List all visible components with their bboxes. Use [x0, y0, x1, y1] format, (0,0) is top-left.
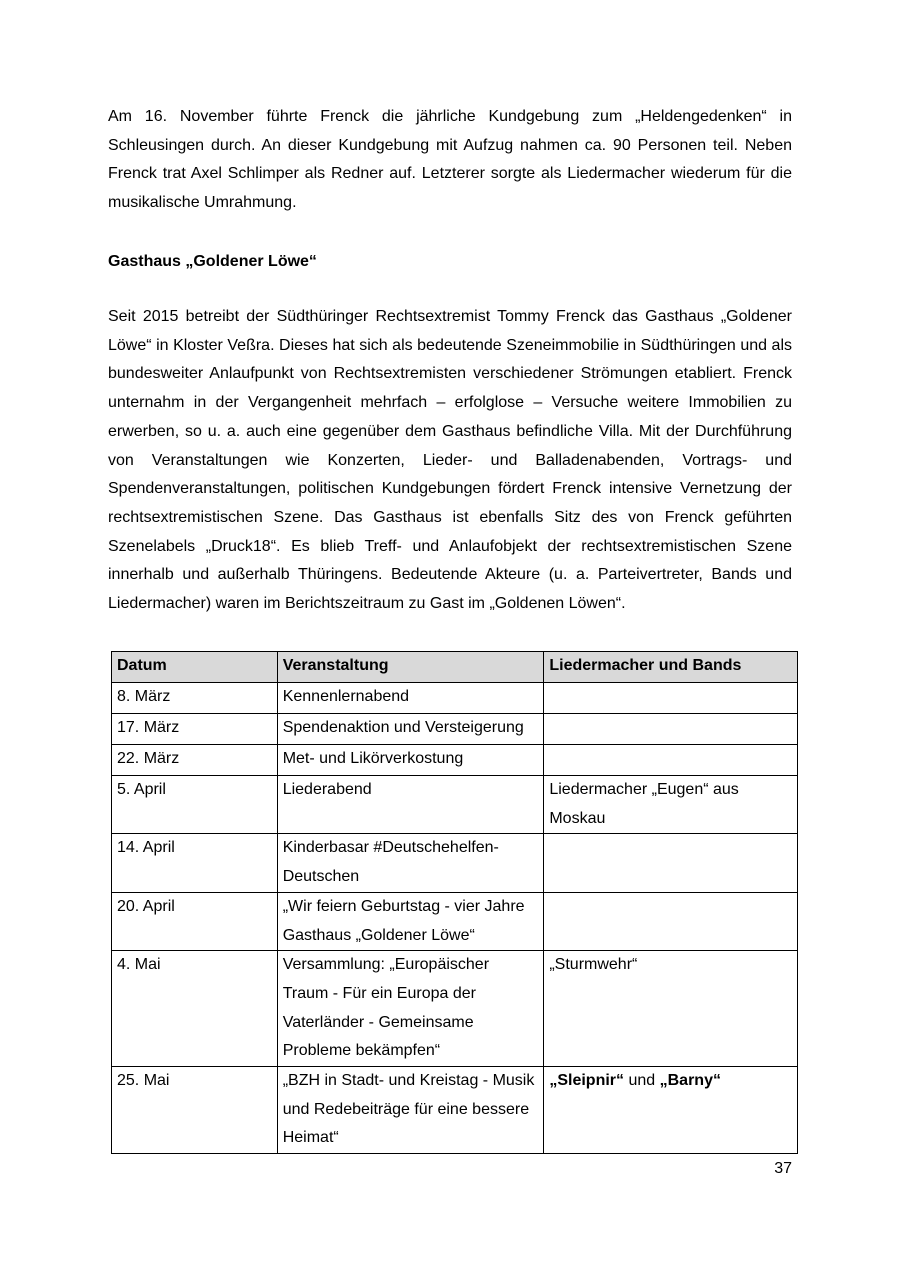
page-number: 37 — [774, 1160, 792, 1177]
table-row — [112, 714, 798, 745]
cell-artists — [544, 834, 798, 892]
artists-joiner: und — [624, 1072, 660, 1090]
cell-artists — [544, 745, 798, 776]
cell-date: 4. Mai — [112, 951, 278, 1067]
table-row — [112, 776, 798, 834]
header-veranstaltung: Veranstaltung — [277, 652, 544, 683]
cell-date: 14. April — [112, 834, 278, 892]
table-row — [112, 745, 798, 776]
events-table — [111, 651, 798, 1154]
cell-date: 20. April — [112, 892, 278, 950]
paragraph-heldengedenken: Am 16. November führte Frenck die jährliche Kundgebung zum „Heldengedenken“ in Schleusingen durch. An dieser Kundgebung mit Aufzug nahmen ca. 90 Personen teil. Neben Frenck trat Axel Schlimper als Redner auf. Letzterer sorgte als Liedermacher wiederum für die musikalische Umrahmung. — [108, 108, 792, 212]
cell-artists — [544, 1067, 798, 1154]
table-header-row — [112, 652, 798, 683]
cell-event: Versammlung: „Europäischer Traum - Für ein Europa der Vaterländer - Gemeinsame Probleme bekämpfen“ — [277, 951, 544, 1067]
section-heading: Gasthaus „Goldener Löwe“ — [108, 253, 317, 270]
cell-artists — [544, 683, 798, 714]
paragraph-gasthaus: Seit 2015 betreibt der Südthüringer Rechtsextremist Tommy Frenck das Gasthaus „Goldener Löwe“ in Kloster Veßra. Dieses hat sich als bedeutende Szeneimmobilie in Südthüringen und als bundesweiter Anlaufpunkt von Rechtsextremisten verschiedener Strömungen etabliert. Frenck unternahm in der Vergangenheit mehrfach – erfolglose – Versuche weitere Immobilien zu erwerben, so u. a. auch eine gegenüber dem Gasthaus befindliche Villa. Mit der Durchführung von Veranstaltungen wie Konzerten, Lieder- und Balladenabenden, Vortrags- und Spendenveranstaltungen, politischen Kundgebungen fördert Frenck intensive Vernetzung der rechtsextremistischen Szene. Das Gasthaus ist ebenfalls Sitz des von Frenck geführten Szenelabels „Druck18“. Es blieb Treff- und Anlaufobjekt der rechtsextremistischen Szene innerhalb und außerhalb Thüringens. Bedeutende Akteure (u. a. Parteivertreter, Bands und Liedermacher) waren im Berichtszeitraum zu Gast im „Goldenen Löwen“. — [108, 308, 792, 613]
cell-event: Spendenaktion und Versteigerung — [277, 714, 544, 745]
header-datum: Datum — [112, 652, 278, 683]
cell-artists: „Sturmwehr“ — [544, 951, 798, 1067]
cell-event: Met- und Likörverkostung — [277, 745, 544, 776]
cell-event: Liederabend — [277, 776, 544, 834]
cell-event: „Wir feiern Geburtstag - vier Jahre Gasthaus „Goldener Löwe“ — [277, 892, 544, 950]
cell-artists — [544, 714, 798, 745]
table-row — [112, 1067, 798, 1154]
table-row — [112, 834, 798, 892]
cell-artists — [544, 892, 798, 950]
table-row — [112, 892, 798, 950]
cell-event: Kennenlernabend — [277, 683, 544, 714]
header-liedermacher: Liedermacher und Bands — [544, 652, 798, 683]
cell-date: 8. März — [112, 683, 278, 714]
cell-event: Kinderbasar #Deutschehelfen-Deutschen — [277, 834, 544, 892]
table-row — [112, 951, 798, 1067]
cell-event: „BZH in Stadt- und Kreistag - Musik und Redebeiträge für eine bessere Heimat“ — [277, 1067, 544, 1154]
cell-date: 5. April — [112, 776, 278, 834]
band-sleipnir: „Sleipnir“ — [549, 1072, 625, 1090]
cell-date: 17. März — [112, 714, 278, 745]
cell-date: 25. Mai — [112, 1067, 278, 1154]
cell-artists: Liedermacher „Eugen“ aus Moskau — [544, 776, 798, 834]
cell-date: 22. März — [112, 745, 278, 776]
band-barny: „Barny“ — [659, 1072, 721, 1090]
table-row — [112, 683, 798, 714]
